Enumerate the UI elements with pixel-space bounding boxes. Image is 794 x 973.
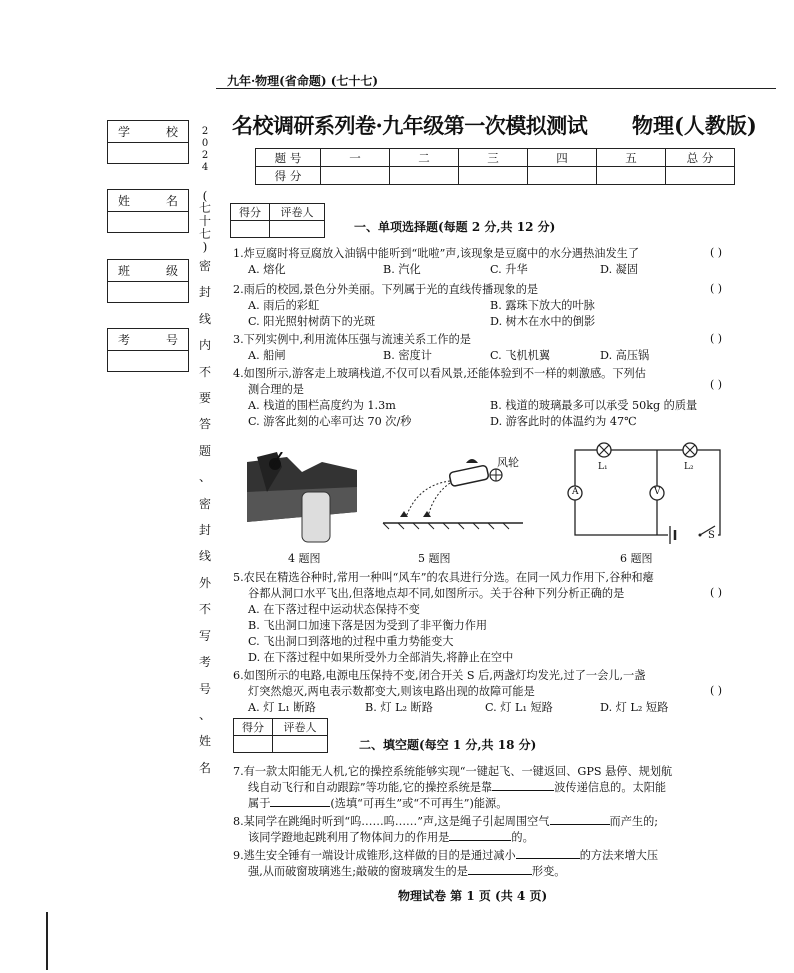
answer-paren[interactable]: ( ) [710, 332, 723, 345]
option: C. 游客此刻的心率可达 70 次/秒 [248, 415, 412, 428]
option: B. 密度计 [383, 349, 432, 362]
name-label-2: 名 [165, 194, 178, 208]
option: D. 灯 L₂ 短路 [600, 701, 669, 714]
answer-blank[interactable] [550, 824, 610, 825]
exam-number-label-1: 考 [118, 333, 131, 347]
score-cell[interactable] [528, 167, 597, 185]
option: B. 飞出洞口加速下落是因为受到了非平衡力作用 [248, 619, 488, 632]
class-label-2: 级 [165, 264, 178, 278]
exam-subject: 物理(人教版) [632, 113, 757, 138]
question-5: 5.农民在精选谷种时,常用一种叫“风车”的农具进行分选。在同一风力作用下,谷种和瘪 [233, 571, 654, 584]
ammeter-label: A [572, 487, 579, 497]
option: D. 在下落过程中如果所受外力全部消失,将静止在空中 [248, 651, 514, 664]
binding-mark [46, 912, 48, 970]
score-header-cell: 五 [597, 149, 666, 167]
school-label-1: 学 [118, 125, 131, 139]
class-label-1: 班 [118, 264, 131, 278]
option: D. 游客此时的体温约为 47℃ [490, 415, 637, 428]
grader-cell[interactable] [273, 736, 328, 753]
lamp-l1-label: L₁ [598, 462, 608, 472]
grader-score-cell[interactable] [231, 221, 270, 238]
option: B. 汽化 [383, 263, 421, 276]
fan-wheel-label: 风轮 [497, 456, 519, 469]
question-5-cont: 谷都从洞口水平飞出,但落地点却不同,如图所示。关于谷种下列分析正确的是 [248, 587, 625, 600]
option: D. 树木在水中的倒影 [490, 315, 596, 328]
grader-score-label: 得分 [234, 719, 273, 736]
question-3: 3.下列实例中,利用流体压强与流速关系工作的是 [233, 333, 471, 346]
question-4: 4.如图所示,游客走上玻璃栈道,不仅可以看风景,还能体验到不一样的刺激感。下列估 [233, 367, 646, 380]
option: A. 灯 L₁ 断路 [248, 701, 316, 714]
answer-blank[interactable] [449, 840, 511, 841]
seal-line-text: ( 七 十 七 ) 密 封 线 内 不 要 答 题 、 密 封 线 外 不 写 考 号 、 姓 名 [198, 189, 211, 775]
question-6-cont: 灯突然熄灭,两电表示数都变大,则该电路出现的故障可能是 [248, 685, 535, 698]
class-field[interactable] [107, 259, 189, 303]
option: A. 熔化 [248, 263, 286, 276]
lamp-l2-label: L₂ [684, 462, 694, 472]
section-2-title: 二、填空题(每空 1 分,共 18 分) [359, 738, 537, 752]
option: D. 凝固 [600, 263, 639, 276]
question-7: 7.有一款太阳能无人机,它的操控系统能够实现“一键起飞、一键返回、GPS 悬停、规划航 [233, 765, 673, 778]
answer-paren[interactable]: ( ) [710, 282, 723, 295]
option: B. 灯 L₂ 断路 [365, 701, 433, 714]
option: D. 高压锅 [600, 349, 650, 362]
option: A. 雨后的彩虹 [248, 299, 320, 312]
option: A. 在下落过程中运动状态保持不变 [248, 603, 420, 616]
score-cell[interactable] [666, 167, 735, 185]
figure-4-caption: 4 题图 [288, 552, 321, 565]
option: A. 栈道的围栏高度约为 1.3m [248, 399, 396, 412]
option: C. 升华 [490, 263, 528, 276]
score-header-cell: 总 分 [666, 149, 735, 167]
option: B. 栈道的玻璃最多可以承受 50kg 的质量 [490, 399, 698, 412]
answer-blank[interactable] [468, 874, 532, 875]
exam-number-label-2: 号 [165, 333, 178, 347]
answer-blank[interactable] [516, 858, 580, 859]
grader-score-label: 得分 [231, 204, 270, 221]
score-header-cell: 题 号 [256, 149, 321, 167]
year-vertical: 2 0 2 4 [201, 126, 209, 173]
score-header-cell: 一 [321, 149, 390, 167]
name-label-1: 姓 [118, 194, 131, 208]
header-tag: 九年·物理(省命题) (七十七) [227, 74, 379, 88]
grader-cell[interactable] [270, 221, 325, 238]
section-1-title: 一、单项选择题(每题 2 分,共 12 分) [354, 220, 556, 234]
option: C. 灯 L₁ 短路 [485, 701, 553, 714]
score-header-cell: 二 [390, 149, 459, 167]
question-7-line3: 属于 (选填“可再生”或“不可再生”)能源。 [248, 797, 508, 810]
score-cell[interactable] [597, 167, 666, 185]
answer-paren[interactable]: ( ) [710, 684, 723, 697]
answer-paren[interactable]: ( ) [710, 586, 723, 599]
score-header-cell: 四 [528, 149, 597, 167]
answer-paren[interactable]: ( ) [710, 378, 723, 391]
question-8: 8.某同学在跳绳时听到“呜……呜……”声,这是绳子引起周围空气 而产生的; [233, 815, 659, 828]
figure-5-caption: 5 题图 [418, 552, 451, 565]
exam-title: 名校调研系列卷·九年级第一次模拟测试 [232, 113, 588, 138]
figure-4-photo [247, 452, 357, 547]
score-header-cell: 三 [459, 149, 528, 167]
answer-blank[interactable] [270, 806, 330, 807]
score-table [255, 148, 735, 185]
answer-paren[interactable]: ( ) [710, 246, 723, 259]
score-cell[interactable] [390, 167, 459, 185]
switch-label: S [708, 530, 715, 541]
score-cell[interactable] [321, 167, 390, 185]
grader-box-2 [233, 718, 328, 753]
question-9: 9.逃生安全锤有一端设计成锥形,这样做的目的是通过减小 的方法来增大压 [233, 849, 659, 862]
question-6: 6.如图所示的电路,电源电压保持不变,闭合开关 S 后,两盏灯均发光,过了一会儿,一盏 [233, 669, 646, 682]
grader-label: 评卷人 [270, 204, 325, 221]
figure-6-caption: 6 题图 [620, 552, 653, 565]
option: C. 阳光照射树荫下的光斑 [248, 315, 376, 328]
question-7-line2: 线自动飞行和自动跟踪”等功能,它的操控系统是靠 波传递信息的。太阳能 [248, 781, 667, 794]
score-row-label: 得 分 [256, 167, 321, 185]
page-footer: 物理试卷 第 1 页 (共 4 页) [398, 889, 548, 903]
question-1: 1.炸豆腐时将豆腐放入油锅中能听到“吡啦”声,该现象是豆腐中的水分遇热油发生了 [233, 247, 640, 260]
grader-box-1 [230, 203, 325, 238]
option: B. 露珠下放大的叶脉 [490, 299, 595, 312]
answer-blank[interactable] [492, 790, 554, 791]
option: A. 船闸 [248, 349, 286, 362]
question-4-cont: 测合理的是 [248, 383, 304, 396]
grader-label: 评卷人 [273, 719, 328, 736]
question-9-line2: 强,从而破窗玻璃逃生;敲破的窗玻璃发生的是 形变。 [248, 865, 566, 878]
option: C. 飞出洞口到落地的过程中重力势能变大 [248, 635, 454, 648]
header-rule [216, 88, 776, 89]
school-field[interactable] [107, 120, 189, 164]
score-cell[interactable] [459, 167, 528, 185]
exam-number-field[interactable] [107, 328, 189, 372]
voltmeter-label: V [654, 487, 661, 497]
school-label-2: 校 [165, 125, 178, 139]
option: C. 飞机机翼 [490, 349, 551, 362]
question-2: 2.雨后的校园,景色分外美丽。下列属于光的直线传播现象的是 [233, 283, 539, 296]
name-field[interactable] [107, 189, 189, 233]
grader-score-cell[interactable] [234, 736, 273, 753]
question-8-line2: 该同学蹬地起跳利用了物体间力的作用是 的。 [248, 831, 534, 844]
